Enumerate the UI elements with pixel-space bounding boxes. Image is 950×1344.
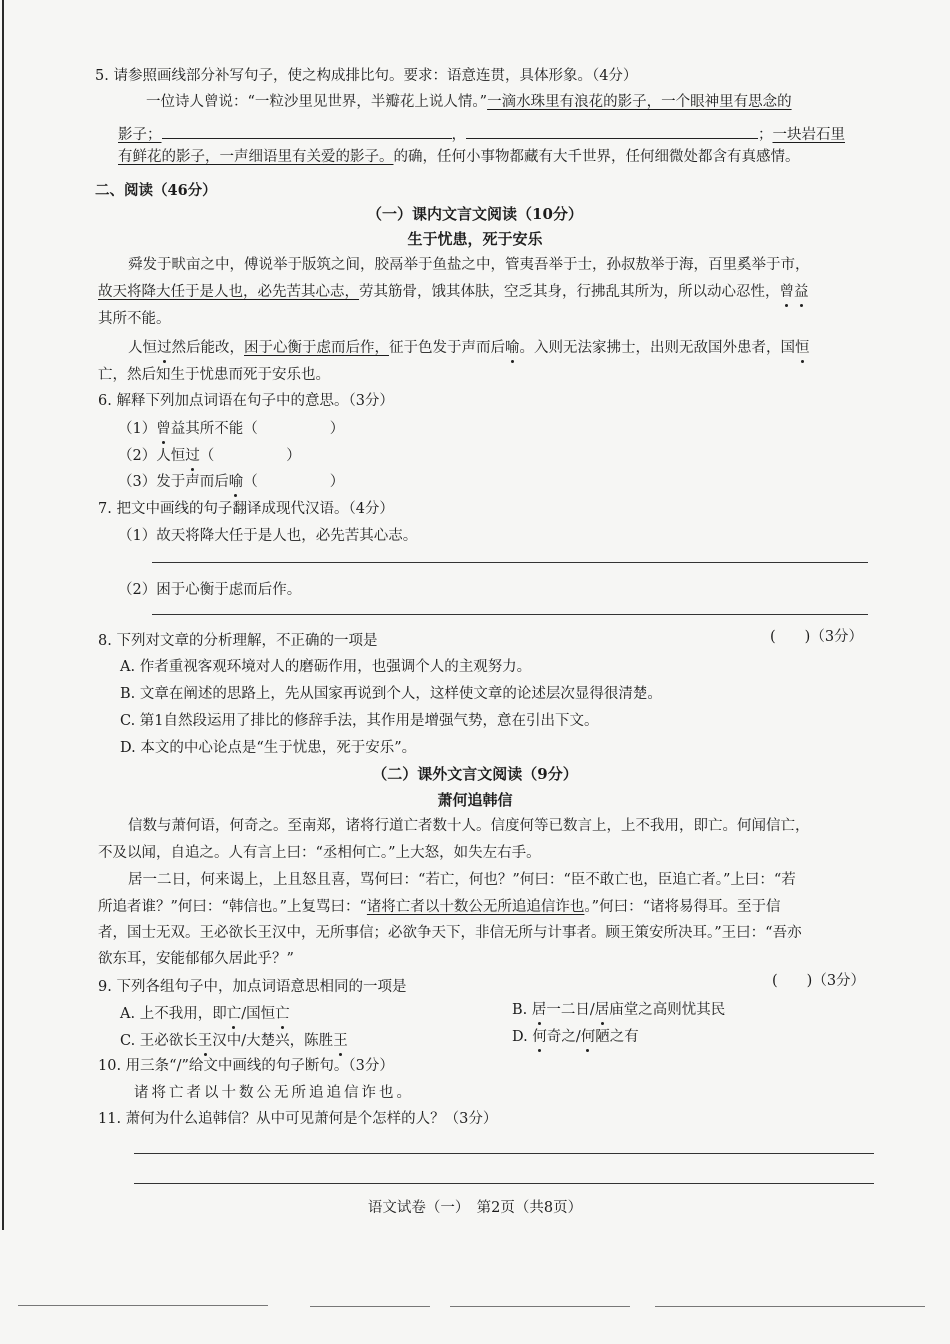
part1-p2-line1: 人恒过然后能改，困于心衡于虑而后作，征于色发于声而后喻。入则无法家拂士，出则无敌国外患者，国恒	[128, 340, 810, 356]
q5-underlined-example: 一滴水珠里有浪花的影子，一个眼神里有思念的	[487, 94, 792, 110]
q9-option-d: D. 何奇之/何陋之有	[512, 1029, 639, 1045]
section-reading-title: 二、阅读（46分）	[95, 182, 217, 199]
q5-line3: 有鲜花的影子，一声细语里有关爱的影子。的确，任何小事物都藏有大千世界，任何细微处都含有真感情。	[118, 149, 800, 165]
part2-p2-line4: 欲东耳，安能郁郁久居此乎？”	[98, 951, 294, 967]
part2-p1-line1: 信数与萧何语，何奇之。至南郑，诸将行道亡者数十人。信度何等已数言上，上不我用，即亡。何闻信亡，	[128, 818, 810, 834]
q8-option-b: B. 文章在阐述的思路上，先从国家再说到个人，这样使文章的论述层次显得很清楚。	[120, 686, 662, 702]
q9-option-a: A. 上不我用，即亡/国恒亡	[120, 1006, 290, 1022]
scan-artifact-line	[655, 1306, 925, 1307]
q7-item-1: （1）故天将降大任于是人也，必先苦其心志。	[118, 528, 418, 544]
q5-line2: 影子； ， ；一块岩石里	[118, 124, 845, 145]
part2-title: 萧何追韩信	[437, 791, 513, 809]
q8-title: 8. 下列对文章的分析理解，不正确的一项是	[98, 633, 378, 649]
q11-title: 11. 萧何为什么追韩信？从中可见萧何是个怎样的人？（3分）	[98, 1111, 498, 1127]
part2-p1-line2: 不及以闻，自追之。人有言上曰：“丞相何亡。”上大怒，如失左右手。	[98, 845, 541, 861]
q11-answer-line-1[interactable]	[134, 1153, 874, 1154]
part1-p1-line2: 故天将降大任于是人也，必先苦其心志，劳其筋骨，饿其体肤，空乏其身，行拂乱其所为，所以动心忍性，曾益	[98, 284, 809, 300]
q8-option-c: C. 第1自然段运用了排比的修辞手法，其作用是增强气势，意在引出下文。	[120, 713, 599, 729]
q8-option-d: D. 本文的中心论点是“生于忧患，死于安乐”。	[120, 740, 417, 756]
q8-option-a: A. 作者重视客观环境对人的磨砺作用，也强调个人的主观努力。	[120, 659, 532, 675]
q10-sentence[interactable]: 诸将亡者以十数公无所追追信诈也。	[134, 1085, 414, 1101]
q10-title: 10. 用三条“/”给文中画线的句子断句。（3分）	[98, 1058, 394, 1074]
part1-p1-line1: 舜发于畎亩之中，傅说举于版筑之间，胶鬲举于鱼盐之中，管夷吾举于士，孙叔敖举于海，百里奚举于市，	[128, 257, 810, 273]
page-footer: 语文试卷（一） 第2页（共8页）	[367, 1200, 583, 1216]
q5-title: 5. 请参照画线部分补写句子，使之构成排比句。要求：语意连贯，具体形象。（4分）	[95, 68, 638, 84]
q9-answer-paren[interactable]: ( )（3分）	[772, 973, 866, 989]
q6-item-1[interactable]: （1）曾益其所不能（ ）	[118, 421, 345, 437]
q7-answer-line-2[interactable]	[152, 614, 868, 615]
part2-p2-line1: 居一二日，何来谒上，上且怒且喜，骂何曰：“若亡，何也？”何曰：“臣不敢亡也，臣追亡者。”上曰：“若	[128, 872, 796, 888]
q6-item-3[interactable]: （3）发于声而后喻（ ）	[118, 474, 345, 490]
q5-line1: 一位诗人曾说：“一粒沙里见世界，半瓣花上说人情。”一滴水珠里有浪花的影子，一个眼神里有思念的	[146, 94, 792, 110]
part2-p2-line3: 者，国士无双。王必欲长王汉中，无所事信；必欲争天下，非信无所与计事者。顾王策安所决耳。”王曰：“吾亦	[98, 925, 802, 941]
q6-item-2[interactable]: （2）人恒过（ ）	[118, 448, 301, 464]
part2-p2-line2: 所追者谁？”何曰：“韩信也。”上复骂曰：“诸将亡者以十数公无所追追信诈也。”何曰：“诸将易得耳。至于信	[98, 899, 781, 915]
part1-p1-line3: 其所不能。	[98, 311, 171, 327]
q9-option-c: C. 王必欲长王汉中/大楚兴，陈胜王	[120, 1033, 348, 1049]
q6-title: 6. 解释下列加点词语在句子中的意思。（3分）	[98, 393, 394, 409]
scan-artifact-line	[18, 1305, 268, 1306]
q5-blank-1[interactable]	[162, 124, 452, 139]
part1-p2-line2: 亡，然后知生于忧患而死于安乐也。	[98, 367, 330, 383]
q11-answer-line-2[interactable]	[134, 1183, 874, 1184]
part2-underlined-sentence: 诸将亡者以十数公无所追追信诈也	[366, 899, 585, 915]
q7-title: 7. 把文中画线的句子翻译成现代汉语。（4分）	[98, 501, 394, 517]
q5-blank-2[interactable]	[466, 124, 758, 139]
q7-answer-line-1[interactable]	[152, 562, 868, 563]
part2-heading: （二）课外文言文阅读（9分）	[372, 765, 578, 783]
q7-item-2: （2）困于心衡于虑而后作。	[118, 582, 302, 598]
scan-edge	[2, 0, 4, 1230]
q9-option-b: B. 居一二日/居庙堂之高则忧其民	[512, 1002, 726, 1018]
part1-title: 生于忧患，死于安乐	[407, 230, 543, 248]
scan-artifact-line	[310, 1306, 430, 1307]
part1-heading: （一）课内文言文阅读（10分）	[367, 205, 583, 223]
scan-artifact-line	[450, 1306, 630, 1307]
q9-title: 9. 下列各组句子中，加点词语意思相同的一项是	[98, 979, 407, 995]
q8-answer-paren[interactable]: ( )（3分）	[770, 629, 864, 645]
